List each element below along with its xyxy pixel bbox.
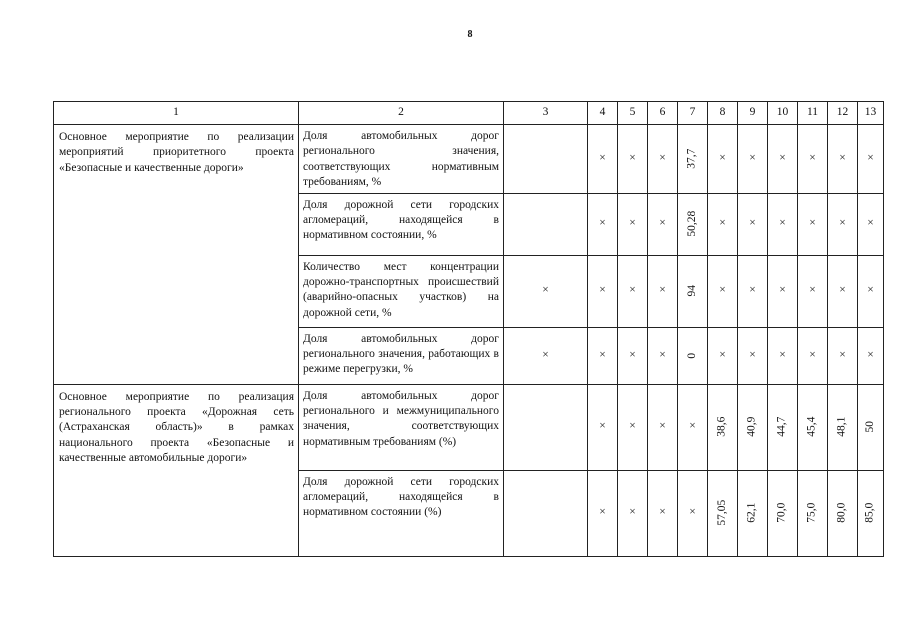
value-cell — [678, 125, 708, 194]
header-cell: 6 — [648, 102, 678, 125]
value-cell — [828, 470, 858, 556]
value-cell — [738, 384, 768, 470]
header-cell: 13 — [858, 102, 884, 125]
cross-mark: × — [828, 193, 858, 255]
cross-mark: × — [858, 193, 884, 255]
indicators-table — [53, 101, 884, 557]
cross-mark: × — [648, 193, 678, 255]
cross-mark: × — [504, 327, 588, 384]
cross-mark: × — [798, 193, 828, 255]
cross-mark: × — [648, 255, 678, 327]
value-cell — [708, 470, 738, 556]
cross-mark: × — [678, 470, 708, 556]
value-text: 38,6 — [715, 417, 728, 438]
indicator-name: Доля дорожной сети городских агломераций, находящейся в нормативном состоянии (%) — [299, 470, 504, 556]
value-cell — [798, 384, 828, 470]
cross-mark: × — [708, 327, 738, 384]
cross-mark: × — [618, 255, 648, 327]
header-cell: 1 — [54, 102, 299, 125]
cross-mark: × — [738, 125, 768, 194]
value-cell — [678, 327, 708, 384]
cross-mark: × — [588, 384, 618, 470]
value-text: 57,05 — [715, 500, 728, 527]
cross-mark: × — [678, 384, 708, 470]
value-text: 85,0 — [863, 503, 876, 524]
value-text: 37,7 — [685, 148, 698, 169]
indicator-name: Доля автомобильных дорог регионального значения, соответствующих нормативным требованиям, % — [299, 125, 504, 194]
cross-mark: × — [504, 255, 588, 327]
header-cell: 10 — [768, 102, 798, 125]
header-cell: 4 — [588, 102, 618, 125]
value-text: 40,9 — [745, 417, 758, 438]
cross-mark: × — [768, 193, 798, 255]
cross-mark: × — [618, 470, 648, 556]
value-cell — [768, 384, 798, 470]
value-text: 45,4 — [805, 417, 818, 438]
value-cell — [768, 470, 798, 556]
cross-mark: × — [858, 255, 884, 327]
table-row — [54, 125, 884, 194]
cross-mark: × — [768, 255, 798, 327]
value-text: 62,1 — [745, 503, 758, 524]
cross-mark: × — [588, 125, 618, 194]
cross-mark: × — [858, 125, 884, 194]
header-cell: 8 — [708, 102, 738, 125]
cross-mark: × — [708, 255, 738, 327]
value-cell — [828, 384, 858, 470]
cross-mark: × — [588, 193, 618, 255]
indicator-name: Количество мест концентрации дорожно-транспортных происшествий (аварийно-опасных участков) на дорожной сети, % — [299, 255, 504, 327]
cross-mark: × — [738, 327, 768, 384]
cross-mark: × — [768, 125, 798, 194]
cross-mark: × — [798, 327, 828, 384]
empty-cell — [504, 470, 588, 556]
empty-cell — [504, 384, 588, 470]
value-cell — [858, 384, 884, 470]
header-cell: 7 — [678, 102, 708, 125]
cross-mark: × — [708, 125, 738, 194]
cross-mark: × — [828, 255, 858, 327]
header-cell: 3 — [504, 102, 588, 125]
indicator-name: Доля дорожной сети городских агломераций, находящейся в нормативном состоянии, % — [299, 193, 504, 255]
table-row — [54, 384, 884, 470]
cross-mark: × — [828, 125, 858, 194]
cross-mark: × — [708, 193, 738, 255]
empty-cell — [504, 125, 588, 194]
header-cell: 12 — [828, 102, 858, 125]
cross-mark: × — [828, 327, 858, 384]
cross-mark: × — [648, 125, 678, 194]
header-cell: 5 — [618, 102, 648, 125]
header-cell: 2 — [299, 102, 504, 125]
value-text: 48,1 — [835, 417, 848, 438]
value-text: 75,0 — [805, 503, 818, 524]
value-text: 94 — [685, 285, 698, 297]
activity-name: Основное мероприятие по реализации мероприятий приоритетного проекта «Безопасные и качественные дороги» — [54, 125, 299, 385]
indicator-name: Доля автомобильных дорог регионального и межмуниципального значения, соответствующих нормативным требованиям (%) — [299, 384, 504, 470]
cross-mark: × — [588, 327, 618, 384]
value-cell — [798, 470, 828, 556]
activity-name: Основное мероприятие по реализация регионального проекта «Дорожная сеть (Астраханская область)» в рамках национального проекта «Безопасные и качественные автомобильные дороги» — [54, 384, 299, 556]
cross-mark: × — [858, 327, 884, 384]
cross-mark: × — [738, 193, 768, 255]
value-cell — [708, 384, 738, 470]
cross-mark: × — [648, 327, 678, 384]
cross-mark: × — [648, 470, 678, 556]
cross-mark: × — [768, 327, 798, 384]
cross-mark: × — [618, 384, 648, 470]
cross-mark: × — [798, 255, 828, 327]
value-text: 80,0 — [835, 503, 848, 524]
indicator-name: Доля автомобильных дорог регионального значения, работающих в режиме перегрузки, % — [299, 327, 504, 384]
empty-cell — [504, 193, 588, 255]
cross-mark: × — [618, 327, 648, 384]
cross-mark: × — [738, 255, 768, 327]
value-text: 44,7 — [775, 417, 788, 438]
value-cell — [678, 255, 708, 327]
header-cell: 9 — [738, 102, 768, 125]
cross-mark: × — [618, 125, 648, 194]
cross-mark: × — [588, 255, 618, 327]
cross-mark: × — [648, 384, 678, 470]
header-row — [54, 102, 884, 125]
cross-mark: × — [798, 125, 828, 194]
header-cell: 11 — [798, 102, 828, 125]
value-cell — [738, 470, 768, 556]
value-cell — [858, 470, 884, 556]
cross-mark: × — [618, 193, 648, 255]
value-text: 50,28 — [685, 211, 698, 238]
value-text: 50 — [863, 421, 876, 433]
page-number: 8 — [467, 29, 473, 40]
cross-mark: × — [588, 470, 618, 556]
value-cell — [678, 193, 708, 255]
value-text: 0 — [685, 352, 698, 359]
value-text: 70,0 — [775, 503, 788, 524]
